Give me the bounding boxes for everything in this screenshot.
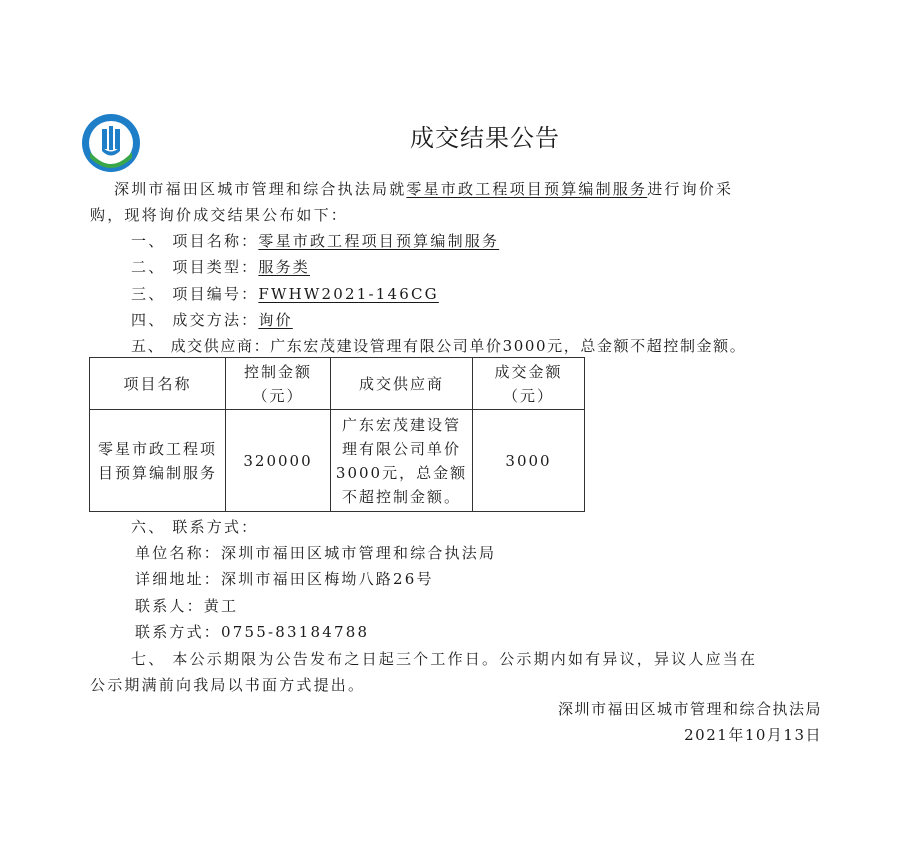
item-project-number: [131, 283, 439, 304]
item-transaction-method: [131, 309, 293, 330]
contact-address: 详细地址：深圳市福田区梅坳八路26号: [135, 570, 434, 588]
item-label: 四、 成交方法：: [131, 311, 259, 329]
item-value: 询价: [258, 311, 293, 329]
item-label: 一、 项目名称：: [131, 232, 259, 250]
header-cell: 成交供应商: [331, 358, 473, 410]
signature-agency: 深圳市福田区城市管理和综合执法局: [557, 700, 822, 718]
item-7-line-1: 七、 本公示期限为公告发布之日起三个工作日。公示期内如有异议，异议人应当在: [131, 650, 758, 668]
contact-unit: 单位名称：深圳市福田区城市管理和综合执法局: [135, 544, 497, 562]
intro-line-1: [114, 178, 733, 199]
table-cell: 3000: [473, 410, 585, 512]
table-row: [90, 410, 585, 512]
table-cell: 零星市政工程项目预算编制服务: [90, 410, 226, 512]
intro-prefix: 深圳市福田区城市管理和综合执法局就: [114, 180, 407, 198]
table-cell: 320000: [226, 410, 331, 512]
table-cell: 广东宏茂建设管理有限公司单价3000元，总金额不超控制金额。: [331, 410, 473, 512]
header-cell: 项目名称: [90, 358, 226, 410]
contact-person: 联系人：黄工: [135, 597, 239, 615]
header-cell: 成交金额（元）: [473, 358, 585, 410]
item-value: 广东宏茂建设管理有限公司单价3000元，总金额不超控制金额。: [270, 337, 747, 355]
item-7-line-2: 公示期满前向我局以书面方式提出。: [90, 676, 366, 694]
contact-phone: 联系方式：0755-83184788: [135, 623, 370, 641]
table-header-row: [90, 358, 585, 410]
result-table: [89, 357, 585, 512]
intro-project-name: 零星市政工程项目预算编制服务: [406, 180, 648, 198]
contact-heading: 六、 联系方式：: [131, 518, 259, 536]
signature-date: 2021年10月13日: [684, 726, 822, 744]
intro-line-2: 购，现将询价成交结果公布如下：: [90, 206, 349, 224]
item-value: 服务类: [258, 258, 310, 276]
item-label: 五、 成交供应商：: [131, 337, 271, 355]
item-supplier: [131, 335, 746, 356]
item-label: 二、 项目类型：: [131, 258, 259, 276]
item-project-name: [131, 230, 499, 251]
item-label: 三、 项目编号：: [131, 285, 259, 303]
header-cell: 控制金额（元）: [226, 358, 331, 410]
item-value: FWHW2021-146CG: [258, 285, 439, 303]
item-project-type: [131, 256, 310, 277]
intro-suffix: 进行询价采: [647, 180, 734, 198]
item-value: 零星市政工程项目预算编制服务: [258, 232, 500, 250]
page-title: 成交结果公告: [410, 124, 560, 152]
